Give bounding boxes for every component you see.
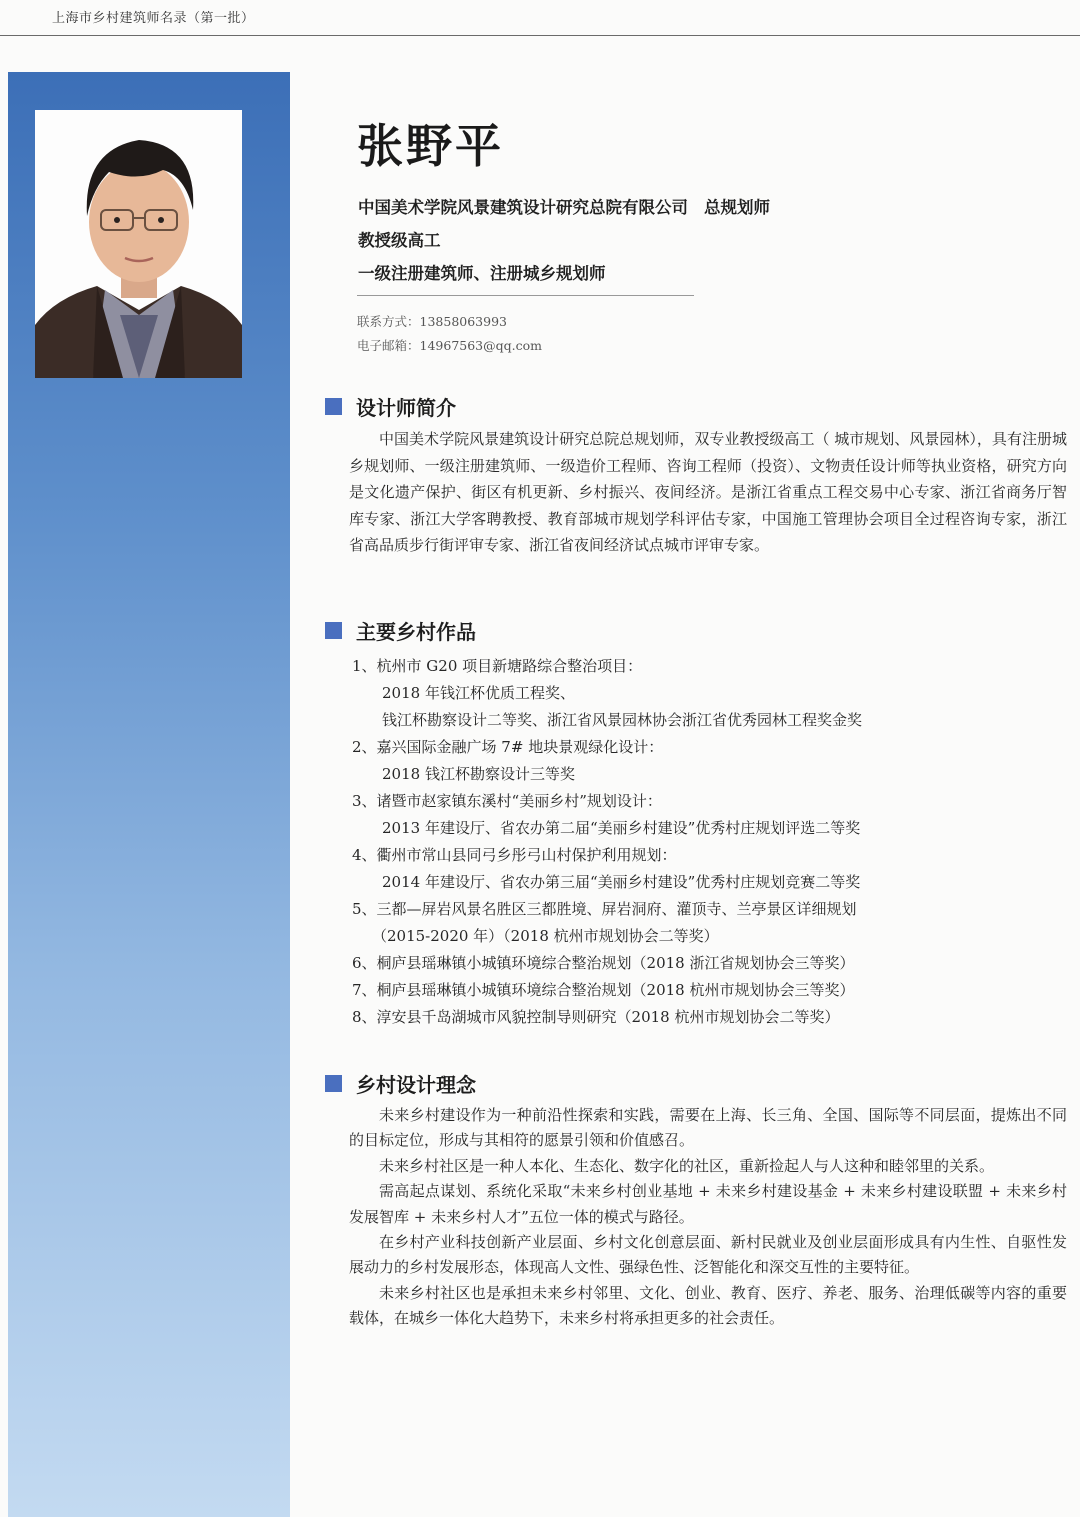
work-item-1: 1、杭州市 G20 项目新塘路综合整治项目：: [352, 657, 643, 675]
designer-titles: [358, 195, 770, 294]
profile-divider: [357, 295, 694, 296]
work-item-4: 4、衢州市常山县同弓乡彤弓山村保护利用规划：: [352, 846, 677, 864]
concept-paragraph: 未来乡村社区是一种人本化、生态化、数字化的社区，重新捡起人与人这种和睦邻里的关系。: [379, 1156, 995, 1175]
concept-heading-text: 乡村设计理念: [356, 1073, 476, 1097]
work-item-5: 5、三都—屏岩风景名胜区三都胜境、屏岩洞府、灌顶寺、兰亭景区详细规划: [352, 900, 857, 918]
phone-value: 13858063993: [419, 314, 507, 329]
intro-heading-text: 设计师简介: [356, 396, 456, 420]
square-marker-icon: [325, 622, 342, 639]
work-award: 2018 年钱江杯优质工程奖、: [382, 684, 575, 702]
work-item-8: 8、淳安县千岛湖城市风貌控制导则研究（2018 杭州市规划协会二等奖）: [352, 1008, 840, 1026]
portrait-illustration: [35, 110, 242, 378]
organization-name: 中国美术学院风景建筑设计研究总院有限公司: [358, 198, 688, 217]
work-award: 2018 钱江杯勘察设计三等奖: [382, 765, 575, 783]
work-item-2: 2、嘉兴国际金融广场 7# 地块景观绿化设计：: [352, 738, 664, 756]
intro-paragraph: 中国美术学院风景建筑设计研究总院总规划师，双专业教授级高工（ 城市规划、风景园林），具有注册城乡规划师、一级注册建筑师、一级造价工程师、咨询工程师（投资）、文物责任设计师等执业资格，研究方向是文化遗产保护、街区有机更新、乡村振兴、夜间经济。是浙江省重点工程交易中心专家、浙江省商务厅智库专家、浙江大学客聘教授、教育部城市规划学科评估专家，中国施工管理协会项目全过程咨询专家，浙江省高品质步行街评审专家、浙江省夜间经济试点城市评审专家。: [349, 430, 1067, 554]
phone-row: [357, 312, 542, 336]
work-item-3: 3、诸暨市赵家镇东溪村“美丽乡村”规划设计：: [352, 792, 662, 810]
contact-block: [357, 312, 542, 360]
work-item-5-continued: （2015-2020 年）（2018 杭州市规划协会二等奖）: [372, 927, 719, 945]
works-section-heading: [325, 616, 476, 645]
email-value: 14967563@qq.com: [419, 338, 542, 353]
intro-section-heading: [325, 392, 456, 421]
concept-paragraph: 未来乡村社区也是承担未来乡村邻里、文化、创业、教育、医疗、养老、服务、治理低碳等内容的重要载体，在城乡一体化大趋势下，未来乡村将承担更多的社会责任。: [349, 1283, 1067, 1328]
header-divider: [0, 35, 1080, 36]
concept-paragraph: 未来乡村建设作为一种前沿性探索和实践，需要在上海、长三角、全国、国际等不同层面，提炼出不同的目标定位，形成与其相符的愿景引领和价值感召。: [349, 1106, 1067, 1150]
square-marker-icon: [325, 1075, 342, 1092]
portrait-photo: [35, 110, 242, 378]
square-marker-icon: [325, 398, 342, 415]
work-award: 钱江杯勘察设计二等奖、浙江省风景园林协会浙江省优秀园林工程奖金奖: [382, 711, 863, 729]
email-label: 电子邮箱：: [357, 338, 420, 353]
email-row: [357, 336, 542, 360]
qualifications: 一级注册建筑师、注册城乡规划师: [358, 264, 606, 283]
page-header-title: 上海市乡村建筑师名录（第一批）: [52, 11, 255, 26]
position-title: 总规划师: [704, 198, 770, 217]
concept-paragraph: 需高起点谋划、系统化采取“未来乡村创业基地 + 未来乡村建设基金 + 未来乡村建设联盟 + 未来乡村发展智库 + 未来乡村人才”五位一体的模式与路径。: [349, 1182, 1067, 1226]
work-award: 2014 年建设厅、省农办第三届“美丽乡村建设”优秀村庄规划竞赛二等奖: [382, 873, 861, 891]
professional-rank: 教授级高工: [358, 231, 441, 250]
phone-label: 联系方式：: [357, 314, 420, 329]
work-item-7: 7、桐庐县瑶琳镇小城镇环境综合整治规划（2018 杭州市规划协会三等奖）: [352, 981, 855, 999]
designer-name: 张野平: [357, 119, 504, 173]
organization-row: [358, 195, 770, 228]
work-item-6: 6、桐庐县瑶琳镇小城镇环境综合整治规划（2018 浙江省规划协会三等奖）: [352, 954, 855, 972]
concept-body: [349, 1103, 1067, 1332]
work-award: 2013 年建设厅、省农办第二届“美丽乡村建设”优秀村庄规划评选二等奖: [382, 819, 861, 837]
works-heading-text: 主要乡村作品: [356, 620, 476, 644]
works-list: [352, 653, 1067, 1031]
concept-paragraph: 在乡村产业科技创新产业层面、乡村文化创意层面、新村民就业及创业层面形成具有内生性、自驱性发展动力的乡村发展形态，体现高人文性、强绿色性、泛智能化和深交互性的主要特征。: [349, 1233, 1067, 1277]
concept-section-heading: [325, 1069, 476, 1098]
